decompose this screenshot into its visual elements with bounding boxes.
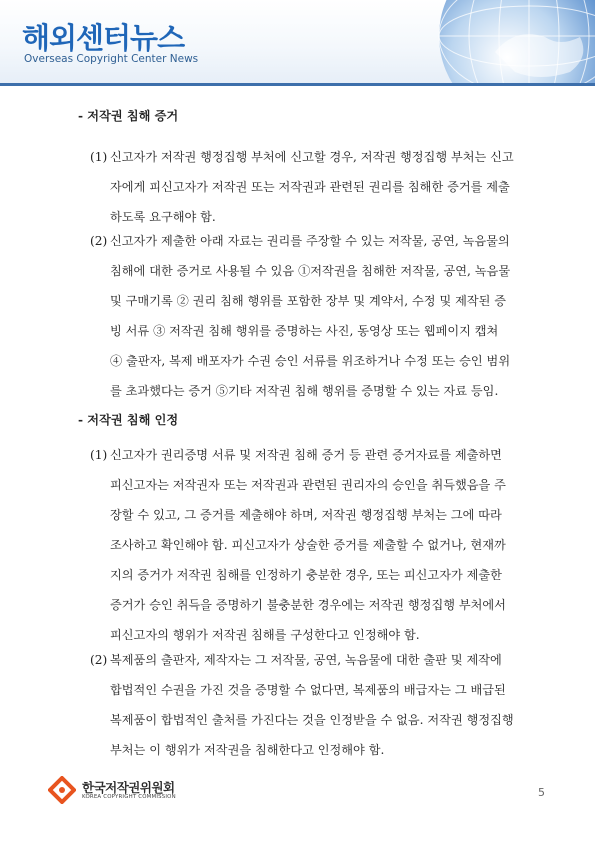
commission-logo-icon xyxy=(48,776,76,804)
page-footer xyxy=(0,770,595,810)
page-number: 5 xyxy=(538,786,545,799)
globe-icon xyxy=(435,0,595,85)
list-item xyxy=(90,226,550,406)
item-text-line: 장할 수 있고, 그 증거를 제출해야 하며, 저작권 행정집행 부처는 그에 따라 xyxy=(110,508,502,522)
section-heading: - 저작권 침해 증거 xyxy=(78,109,179,123)
newsletter-subtitle: Overseas Copyright Center News xyxy=(24,53,199,65)
list-item xyxy=(90,142,550,232)
item-text-line: 하도록 요구해야 함. xyxy=(110,210,216,224)
item-number: (2) xyxy=(90,653,108,667)
header-divider xyxy=(0,83,595,86)
item-number: (1) xyxy=(90,448,108,462)
newsletter-title: 해외센터뉴스 xyxy=(22,21,185,55)
item-text-line: 신고자가 제출한 아래 자료는 권리를 주장할 수 있는 저작물, 공연, 녹음물의 xyxy=(110,234,510,248)
item-text-line: 및 구매기록 ② 권리 침해 행위를 포함한 장부 및 계약서, 수정 및 제작된 증 xyxy=(110,294,507,308)
item-text-line: 를 초과했다는 증거 ⑤기타 저작권 침해 행위를 증명할 수 있는 자료 등임. xyxy=(110,384,499,398)
item-text-line: 신고자가 저작권 행정집행 부처에 신고할 경우, 저작권 행정집행 부처는 신고 xyxy=(110,150,514,164)
item-text-line: 지의 증거가 저작권 침해를 인정하기 충분한 경우, 또는 피신고자가 제출한 xyxy=(110,568,502,582)
item-text-line: 복제품의 출판자, 제작자는 그 저작물, 공연, 녹음물에 대한 출판 및 제작에 xyxy=(110,653,502,667)
item-text-line: 합법적인 수권을 가진 것을 증명할 수 없다면, 복제품의 배급자는 그 배급된 xyxy=(110,683,506,697)
item-text-line: 빙 서류 ③ 저작권 침해 행위를 증명하는 사진, 동영상 또는 웹페이지 캡쳐 xyxy=(110,324,499,338)
item-text-line: 자에게 피신고자가 저작권 또는 저작권과 관련된 권리를 침해한 증거를 제출 xyxy=(110,180,510,194)
organization-name-english: KOREA COPYRIGHT COMMISSION xyxy=(82,794,176,800)
item-text-line: ④ 출판자, 복제 배포자가 수권 승인 서류를 위조하거나 수정 또는 승인 범위 xyxy=(110,354,511,368)
list-item xyxy=(90,440,550,650)
item-text-line: 조사하고 확인해야 함. 피신고자가 상술한 증거를 제출할 수 없거나, 현재까 xyxy=(110,538,506,552)
item-text-line: 신고자가 권리증명 서류 및 저작권 침해 증거 등 관련 증거자료를 제출하면 xyxy=(110,448,502,462)
item-number: (1) xyxy=(90,150,108,164)
list-item xyxy=(90,645,550,765)
page-header xyxy=(0,0,595,85)
item-text-line: 피신고자의 행위가 저작권 침해를 구성한다고 인정해야 함. xyxy=(110,628,420,642)
item-text-line: 복제품이 합법적인 출처를 가진다는 것을 인정받을 수 없음. 저작권 행정집행 xyxy=(110,713,514,727)
section-heading: - 저작권 침해 인정 xyxy=(78,413,179,427)
item-text-line: 증거가 승인 취득을 증명하기 불충분한 경우에는 저작권 행정집행 부처에서 xyxy=(110,598,506,612)
item-text-line: 침해에 대한 증거로 사용될 수 있음 ①저작권을 침해한 저작물, 공연, 녹음물 xyxy=(110,264,511,278)
item-number: (2) xyxy=(90,234,108,248)
item-text-line: 피신고자는 저작권자 또는 저작권과 관련된 권리자의 승인을 취득했음을 주 xyxy=(110,478,506,492)
item-text-line: 부처는 이 행위가 저작권을 침해한다고 인정해야 함. xyxy=(110,743,385,757)
organization-name-korean: 한국저작권위원회 xyxy=(82,780,175,795)
